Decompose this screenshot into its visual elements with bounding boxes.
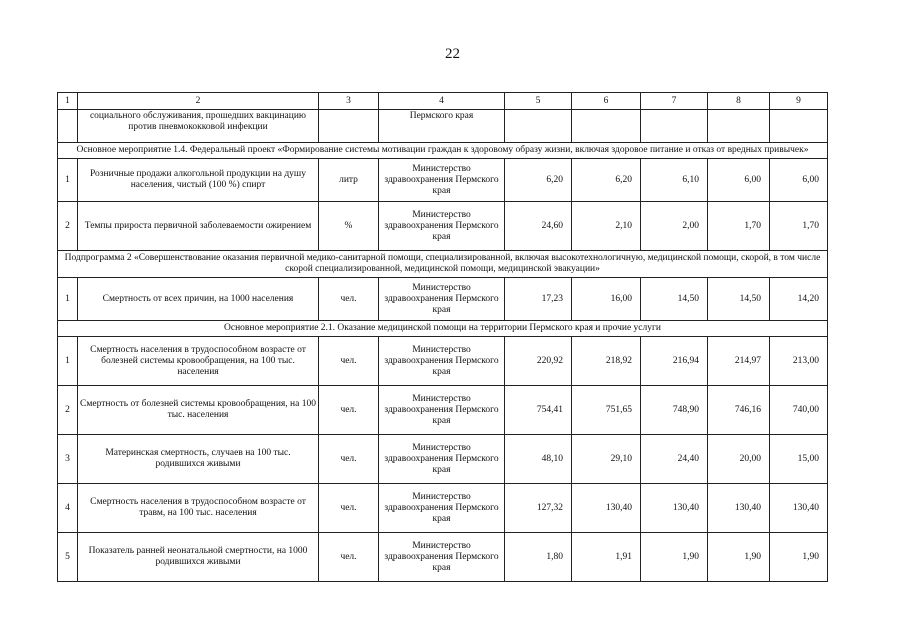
section-row [58,143,828,159]
value-cell: 754,41 [505,386,572,435]
value-cell: 127,32 [505,484,572,533]
table-row [58,110,828,143]
value-cell: 748,90 [641,386,708,435]
value-cell: 6,20 [505,159,572,202]
value-cell: 213,00 [770,337,828,386]
section-row [58,321,828,337]
row-number: 1 [58,278,78,321]
value-cell: 2,00 [641,202,708,251]
value-cell: 20,00 [708,435,770,484]
executor-cell: Министерство здравоохранения Пермского края [379,159,505,202]
header-cell: 4 [379,93,505,110]
row-number: 4 [58,484,78,533]
indicator-cell: Смертность населения в трудоспособном возрасте от травм, на 100 тыс. населения [78,484,319,533]
row-number: 1 [58,337,78,386]
value-cell: 130,40 [708,484,770,533]
value-cell: 14,50 [641,278,708,321]
value-cell: 6,20 [572,159,641,202]
indicator-cell: социального обслуживания, прошедших вакцинацию против пневмококковой инфекции [78,110,319,143]
value-cell: 214,97 [708,337,770,386]
table-row [58,278,828,321]
value-cell: 130,40 [572,484,641,533]
value-cell: 15,00 [770,435,828,484]
value-cell: 746,16 [708,386,770,435]
section-title: Подпрограмма 2 «Совершенствование оказания первичной медико-санитарной помощи, специализированной, включая высокотехнологичную, медицинской помощи, скорой, в том числе скорой специализированной, медицинской помощи, медицинской эвакуации» [58,251,828,278]
table-row [58,337,828,386]
table-row [58,484,828,533]
value-cell: 48,10 [505,435,572,484]
value-cell: 740,00 [770,386,828,435]
unit-cell: чел. [319,484,379,533]
value-cell: 1,90 [708,533,770,582]
value-cell: 14,20 [770,278,828,321]
section-row [58,251,828,278]
header-cell: 9 [770,93,828,110]
row-number: 2 [58,202,78,251]
value-cell: 24,40 [641,435,708,484]
value-cell: 16,00 [572,278,641,321]
indicators-table [57,92,828,582]
unit-cell: чел. [319,337,379,386]
value-cell: 24,60 [505,202,572,251]
value-cell: 17,23 [505,278,572,321]
table-row [58,533,828,582]
executor-cell: Министерство здравоохранения Пермского края [379,484,505,533]
section-title: Основное мероприятие 2.1. Оказание медицинской помощи на территории Пермского края и прочие услуги [58,321,828,337]
unit-cell: % [319,202,379,251]
header-cell: 7 [641,93,708,110]
executor-cell: Министерство здравоохранения Пермского края [379,533,505,582]
value-cell: 14,50 [708,278,770,321]
value-cell: 1,90 [641,533,708,582]
row-number: 2 [58,386,78,435]
unit-cell: литр [319,159,379,202]
unit-cell: чел. [319,533,379,582]
indicator-cell: Розничные продажи алкогольной продукции на душу населения, чистый (100 %) спирт [78,159,319,202]
row-number: 3 [58,435,78,484]
section-title: Основное мероприятие 1.4. Федеральный проект «Формирование системы мотивации граждан к здоровому образу жизни, включая здоровое питание и отказ от вредных привычек» [58,143,828,159]
value-cell: 751,65 [572,386,641,435]
value-cell: 1,80 [505,533,572,582]
value-cell: 1,70 [708,202,770,251]
table-row [58,159,828,202]
header-cell: 8 [708,93,770,110]
indicator-cell: Темпы прироста первичной заболеваемости ожирением [78,202,319,251]
executor-cell: Министерство здравоохранения Пермского края [379,202,505,251]
value-cell: 6,10 [641,159,708,202]
value-cell: 220,92 [505,337,572,386]
executor-cell: Министерство здравоохранения Пермского края [379,278,505,321]
header-cell: 3 [319,93,379,110]
value-cell: 1,90 [770,533,828,582]
value-cell: 218,92 [572,337,641,386]
value-cell: 1,91 [572,533,641,582]
header-cell: 6 [572,93,641,110]
value-cell: 29,10 [572,435,641,484]
value-cell: 130,40 [770,484,828,533]
table-row [58,386,828,435]
page-number: 22 [445,46,460,62]
value-cell: 216,94 [641,337,708,386]
header-cell: 1 [58,93,78,110]
indicator-cell: Показатель ранней неонатальной смертности, на 1000 родившихся живыми [78,533,319,582]
value-cell: 130,40 [641,484,708,533]
executor-cell: Министерство здравоохранения Пермского края [379,337,505,386]
value-cell: 6,00 [770,159,828,202]
value-cell: 1,70 [770,202,828,251]
executor-cell: Пермского края [379,110,505,143]
indicator-cell: Смертность от всех причин, на 1000 населения [78,278,319,321]
indicator-cell: Материнская смертность, случаев на 100 тыс. родившихся живыми [78,435,319,484]
row-number: 1 [58,159,78,202]
executor-cell: Министерство здравоохранения Пермского края [379,435,505,484]
indicator-cell: Смертность населения в трудоспособном возрасте от болезней системы кровообращения, на 100 тыс. населения [78,337,319,386]
table-row [58,435,828,484]
header-cell: 5 [505,93,572,110]
table-row [58,202,828,251]
unit-cell: чел. [319,386,379,435]
header-cell: 2 [78,93,319,110]
unit-cell: чел. [319,435,379,484]
executor-cell: Министерство здравоохранения Пермского края [379,386,505,435]
row-number: 5 [58,533,78,582]
header-row [58,93,828,110]
indicator-cell: Смертность от болезней системы кровообращения, на 100 тыс. населения [78,386,319,435]
value-cell: 2,10 [572,202,641,251]
unit-cell: чел. [319,278,379,321]
value-cell: 6,00 [708,159,770,202]
